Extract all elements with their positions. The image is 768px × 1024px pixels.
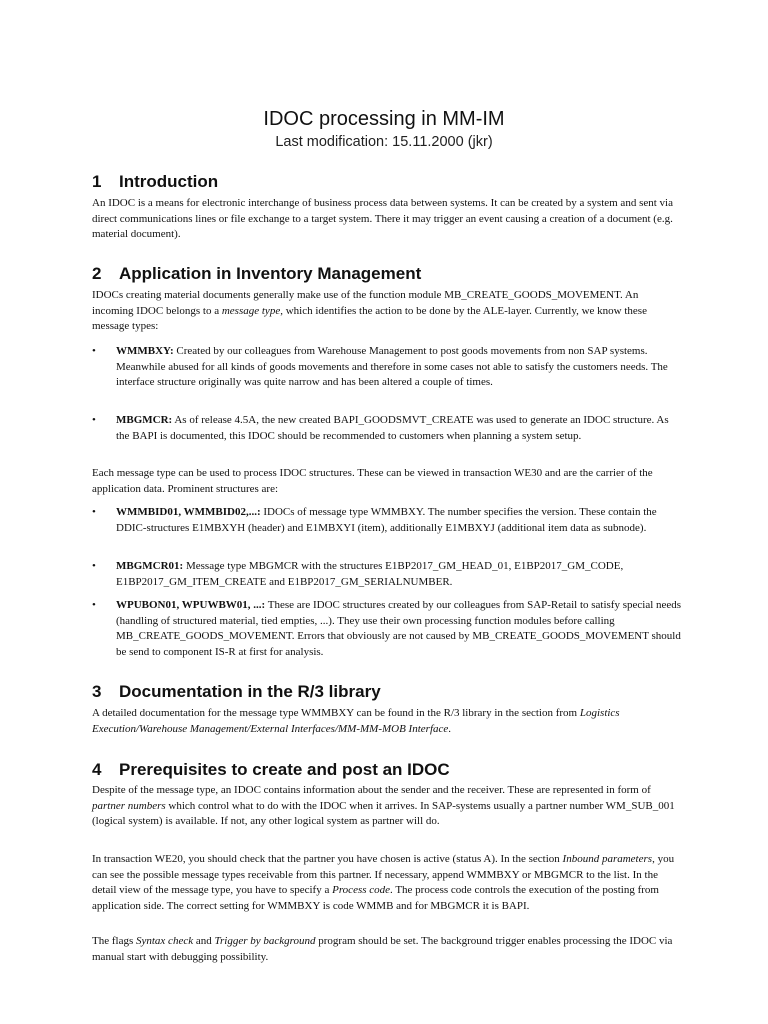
section-heading-4 [92,760,450,780]
application-paragraph: IDOCs creating material documents generally make use of the function module MB_CREATE_GOODS_MOVEMENT. An incoming IDOC belongs to a message type, which identifies the action to be done by the ALE-layer. Currently, we know these message types: [92,289,647,332]
bullet-icon: • [92,414,96,426]
document-title: IDOC processing in MM-IM [263,108,505,130]
document-subtitle: Last modification: 15.11.2000 (jkr) [275,134,493,150]
documentation-paragraph: A detailed documentation for the message type WMMBXY can be found in the R/3 library in the section from Logistics Execution/Warehouse Management/External Interfaces/MM-MM-MOB Interface. [92,707,620,735]
we20-paragraph: In transaction WE20, you should check that the partner you have chosen is active (status A). In the section Inbound parameters, you can see the possible message types receivable from this partner. If necessary, append WMMBXY or MBGMCR to the list. In the detail view of the message type, you have to specify a Process code. The process code controls the execution of the posting from application side. The correct setting for WMMBXY is code WMMB and for MBGMCR it is BAPI. [92,853,675,912]
list-item: • MBGMCR: As of release 4.5A, the new created BAPI_GOODSMVT_CREATE was used to generate an IDOC structure. As the BAPI is documented, this IDOC should be recommended to customers when planning a system setup. [92,414,669,442]
section-title: Prerequisites to create and post an IDOC [119,760,450,779]
prerequisites-paragraph: Despite of the message type, an IDOC contains information about the sender and the receiver. These are represented in form of partner numbers which control what to do with the IDOC when it arrives. In SAP-systems usually a partner number WM_SUB_001 (logical system) is available. If not, any other logical system as partner will do. [92,784,675,827]
list-item: • WMMBXY: Created by our colleagues from Warehouse Management to post goods movements from non SAP systems. Meanwhile abused for all kinds of goods movements and therefore in some cases not able to satisfy the customers needs. The interface structure originally was quite narrow and has been altered a couple of times. [92,345,668,388]
list-item: • MBGMCR01: Message type MBGMCR with the structures E1BP2017_GM_HEAD_01, E1BP2017_GM_CODE, E1BP2017_GM_ITEM_CREATE and E1BP2017_GM_SERIALNUMBER. [92,560,624,588]
bullet-icon: • [92,560,96,572]
section-heading-1 [92,172,218,192]
intro-paragraph: An IDOC is a means for electronic interchange of business process data between systems. It can be created by a system and sent via direct communications lines or file exchange to a target system. There it may trigger an event causing a creation of a document (e.g. material document). [92,197,673,240]
section-heading-3 [92,682,381,702]
section-number: 3 [92,682,102,701]
structures-paragraph: Each message type can be used to process IDOC structures. These can be viewed in transaction WE30 and are the carrier of the application data. Prominent structures are: [92,467,653,495]
list-item: • WMMBID01, WMMBID02,...: IDOCs of message type WMMBXY. The number specifies the version. These contain the DDIC-structures E1MBXYH (header) and E1MBXYI (item), additionally E1MBXYJ (additional item data as subnode). [92,506,657,534]
section-heading-2 [92,264,421,284]
bullet-icon: • [92,599,96,611]
section-number: 1 [92,172,102,191]
bullet-icon: • [92,506,96,518]
bullet-icon: • [92,345,96,357]
section-title: Documentation in the R/3 library [119,682,381,701]
section-title: Introduction [119,172,219,191]
list-item: • WPUBON01, WPUWBW01, ...: These are IDOC structures created by our colleagues from SAP-Retail to satisfy special needs (handling of structured material, tied empties, ...). They use their own processing function modules before calling MB_CREATE_GOODS_MOVEMENT. Errors that obviously are not caused by MB_CREATE_GOODS_MOVEMENT should be send to component IS-R at first for analysis. [92,599,682,658]
section-title: Application in Inventory Management [119,264,422,283]
flags-paragraph: The flags Syntax check and Trigger by background program should be set. The background trigger enables processing the IDOC via manual start with debugging possibility. [92,935,673,963]
section-number: 2 [92,264,102,283]
section-number: 4 [92,760,102,779]
